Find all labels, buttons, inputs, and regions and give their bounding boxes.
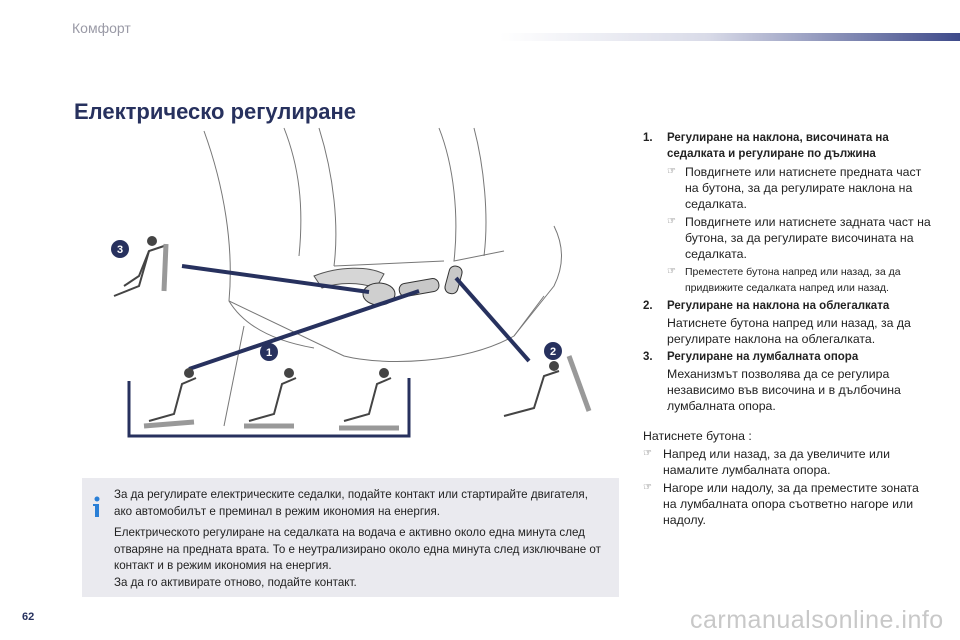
item-3	[643, 349, 933, 414]
pictogram-tilt	[144, 368, 196, 426]
page-number: 62	[22, 611, 35, 623]
header-title: Комфорт	[72, 20, 131, 36]
push-bullet-1: ☞ Напред или назад, за да увеличите или намалите лумбалната опора.	[643, 447, 890, 477]
info-box	[82, 478, 619, 597]
callout-1	[260, 343, 278, 361]
svg-text:1: 1	[265, 347, 273, 359]
item-3-title: Регулиране на лумбалната опора	[667, 351, 859, 363]
pictogram-height	[244, 368, 296, 426]
item-2	[643, 298, 933, 347]
push-bullet-2: ☞ Нагоре или надолу, за да преместите зоната на лумбалната опора съответно нагоре или надолу.	[643, 481, 919, 527]
instructions-column	[643, 130, 933, 528]
svg-text:2: 2	[549, 346, 557, 358]
callout-3	[111, 240, 129, 258]
section-title: Електрическо регулиране	[74, 99, 357, 124]
arrow-icon: ☞	[643, 482, 652, 493]
backrest-switch	[444, 265, 464, 295]
arrow-icon: ☞	[667, 266, 676, 277]
push-intro: Натиснете бутона :	[643, 429, 752, 443]
info-icon	[90, 496, 104, 518]
info-paragraph-3: За да го активирате отново, подайте контакт.	[114, 575, 357, 589]
leader-line-2	[456, 278, 529, 361]
svg-text:3: 3	[116, 244, 124, 256]
leader-line-1	[189, 291, 419, 369]
info-paragraph-2: Електрическото регулиране на седалката на водача е активно около една минута след отваряне на предната врата. То е неутрализирано около една минута след изключване от контакт и в режим икономия на енергия. За да го активирате отново, подайте контакт.	[114, 526, 601, 589]
arrow-icon: ☞	[667, 166, 676, 177]
info-text	[114, 487, 609, 596]
arrow-icon: ☞	[667, 216, 676, 227]
info-paragraph-1: За да регулирате електрическите седалки, подайте контакт или стартирайте двигателя, ако автомобилът е преминал в режим икономия на енергия.	[114, 488, 588, 518]
item-1-bullet-3: ☞ Преместете бутона напред или назад, за да придвижите седалката напред или назад.	[667, 266, 901, 294]
item-2-title: Регулиране на наклона на облегалката	[667, 300, 890, 312]
item-1-bullet-1: ☞ Повдигнете или натиснете предната част на бутона, за да регулирате наклона на седалката.	[667, 165, 922, 211]
pictogram-recline	[504, 356, 589, 416]
watermark: carmanualsonline.info	[690, 606, 944, 634]
item-2-number: 2.	[643, 300, 653, 312]
item-1-bullet-2: ☞ Повдигнете или натиснете задната част на бутона, за да регулирате височината на седалката.	[667, 215, 931, 261]
item-2-text: Натиснете бутона напред или назад, за да регулирате наклона на облегалката.	[667, 316, 911, 346]
pictogram-slide	[339, 368, 399, 428]
arrow-icon: ☞	[643, 448, 652, 459]
seat-illustration	[84, 126, 624, 448]
item-3-number: 3.	[643, 351, 653, 363]
item-1	[643, 130, 933, 296]
item-1-title: Регулиране на наклона, височината на седалката и регулиране по дължина	[667, 132, 889, 160]
callout-2	[544, 342, 562, 360]
header-bar	[500, 33, 960, 41]
push-instructions	[643, 428, 933, 528]
item-3-text: Механизмът позволява да се регулира независимо във височина и в дълбочина лумбалната опора.	[667, 367, 901, 413]
item-1-number: 1.	[643, 132, 653, 144]
